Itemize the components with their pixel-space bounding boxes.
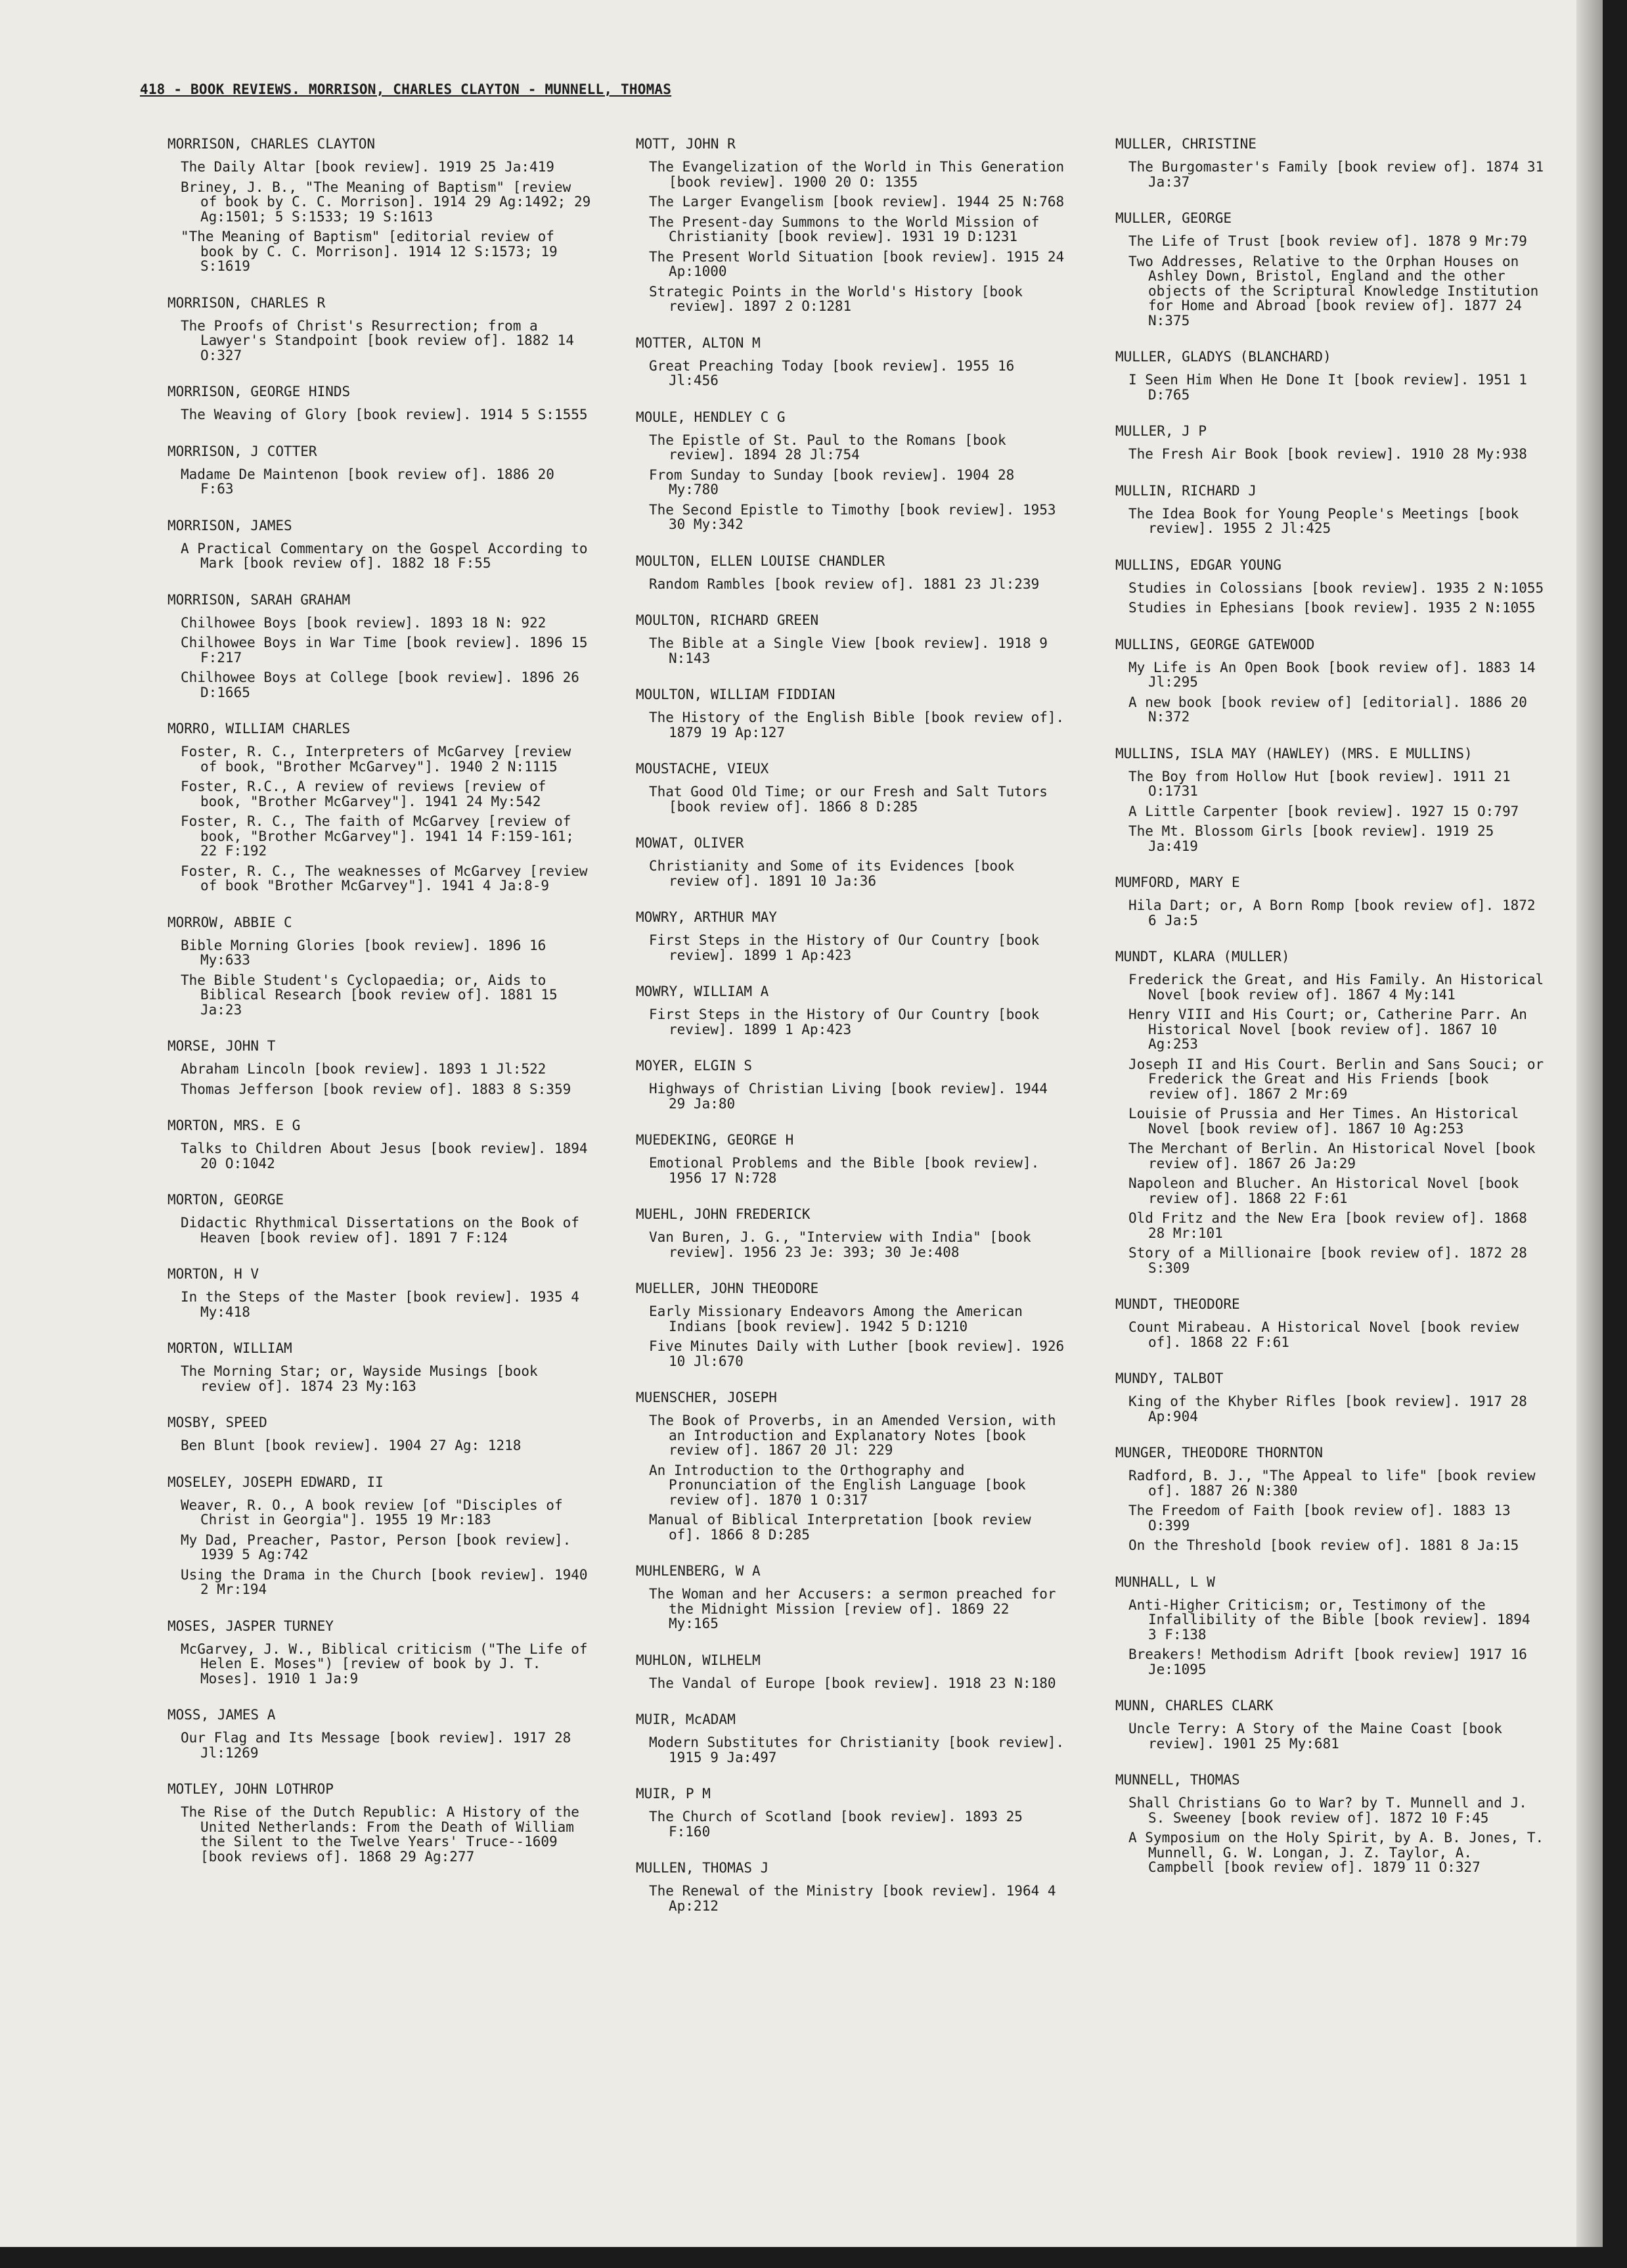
entry-heading: MUNGER, THEODORE THORNTON bbox=[1115, 1445, 1324, 1461]
citation: Great Preaching Today [book review]. 1955 16 Jl:456 bbox=[649, 357, 1015, 388]
citation: Story of a Millionaire [book review of]. 1872 28 S:309 bbox=[1128, 1245, 1527, 1276]
entry-heading: MOSES, JASPER TURNEY bbox=[167, 1618, 334, 1634]
entry-heading: MUEDEKING, GEORGE H bbox=[636, 1132, 794, 1148]
entry-heading: MORRISON, SARAH GRAHAM bbox=[167, 591, 351, 608]
entry-heading: MULLEN, THOMAS J bbox=[636, 1860, 769, 1876]
citation: Emotional Problems and the Bible [book review]. 1956 17 N:728 bbox=[649, 1155, 1040, 1186]
entry-heading: MORTON, MRS. E G bbox=[167, 1118, 301, 1133]
index-entry bbox=[1115, 482, 1546, 536]
index-entry bbox=[1115, 209, 1546, 328]
index-entry bbox=[636, 1131, 1066, 1185]
citation: Henry VIII and His Court; or, Catherine Parr. An Historical Novel [book review of]. 1867 10 Ag:253 bbox=[1128, 1007, 1527, 1052]
citation: The Fresh Air Book [book review]. 1910 28 My:938 bbox=[1128, 446, 1527, 462]
citation: Napoleon and Blucher. An Historical Novel [book review of]. 1868 22 F:61 bbox=[1128, 1175, 1519, 1206]
citation: The Morning Star; or, Wayside Musings [book review of]. 1874 23 My:163 bbox=[181, 1363, 538, 1394]
citation: Ben Blunt [book review]. 1904 27 Ag: 1218 bbox=[181, 1438, 522, 1453]
index-entry bbox=[167, 516, 594, 571]
index-entry bbox=[636, 1784, 1066, 1839]
index-entry bbox=[636, 1056, 1066, 1111]
citation: A Little Carpenter [book review]. 1927 15 O:797 bbox=[1128, 803, 1519, 819]
citation: Anti-Higher Criticism; or, Testimony of the Infallibility of the Bible [book review]. 1894 3 F:138 bbox=[1128, 1597, 1530, 1643]
citation: "The Meaning of Baptism" [editorial review of book by C. C. Morrison]. 1914 12 S:1573; 19 S:1619 bbox=[181, 229, 558, 274]
citation: The Renewal of the Ministry [book review]. 1964 4 Ap:212 bbox=[649, 1883, 1056, 1914]
citation: That Good Old Time; or our Fresh and Salt Tutors [book review of]. 1866 8 D:285 bbox=[649, 784, 1048, 815]
citation: The Present World Situation [book review]. 1915 24 Ap:1000 bbox=[649, 248, 1065, 279]
entry-heading: MOTT, JOHN R bbox=[636, 136, 736, 152]
entry-heading: MOYER, ELGIN S bbox=[636, 1058, 753, 1074]
index-entry bbox=[636, 611, 1066, 666]
entry-heading: MOSBY, SPEED bbox=[167, 1415, 267, 1430]
citation: The Epistle of St. Paul to the Romans [book review]. 1894 28 Jl:754 bbox=[649, 432, 1006, 463]
index-entry bbox=[1115, 635, 1546, 725]
index-entry bbox=[1115, 947, 1546, 1275]
citation: Using the Drama in the Church [book review]. 1940 2 Mr:194 bbox=[181, 1566, 588, 1597]
entry-heading: MUHLENBERG, W A bbox=[636, 1563, 761, 1579]
citation: Joseph II and His Court. Berlin and Sans Souci; or Frederick the Great and His Friends [book review of]. 1867 2 Mr:69 bbox=[1128, 1056, 1544, 1102]
citation: The Bible at a Single View [book review]. 1918 9 N:143 bbox=[649, 635, 1048, 666]
citation: The Evangelization of the World in This Generation [book review]. 1900 20 O: 1355 bbox=[649, 159, 1065, 190]
citation: Shall Christians Go to War? by T. Munnell and J. S. Sweeney [book review of]. 1872 10 F:45 bbox=[1128, 1795, 1527, 1826]
citation: The Freedom of Faith [book review of]. 1883 13 O:399 bbox=[1128, 1503, 1511, 1533]
citation: A new book [book review of] [editorial]. 1886 20 N:372 bbox=[1128, 694, 1527, 725]
index-entry bbox=[167, 591, 594, 700]
citation: The Book of Proverbs, in an Amended Version, with an Introduction and Explanatory Notes [book review of]. 1867 20 Jl: 229 bbox=[649, 1413, 1056, 1458]
citation: Random Rambles [book review of]. 1881 23 Jl:239 bbox=[649, 576, 1040, 592]
citation: The Weaving of Glory [book review]. 1914 5 S:1555 bbox=[181, 407, 588, 422]
index-entry bbox=[636, 1279, 1066, 1369]
citation: The Rise of the Dutch Republic: A History of the United Netherlands: From the Death of William the Silent to the Twelve Years' Truce--1609 [book reviews of]. 1868 29 Ag:277 bbox=[181, 1804, 579, 1865]
citation: Madame De Maintenon [book review of]. 1886 20 F:63 bbox=[181, 466, 554, 497]
citation: Highways of Christian Living [book review]. 1944 29 Ja:80 bbox=[649, 1081, 1048, 1112]
citation: The Daily Altar [book review]. 1919 25 Ja:419 bbox=[181, 159, 554, 175]
entry-heading: MORRO, WILLIAM CHARLES bbox=[167, 721, 351, 737]
entry-heading: MUHLON, WILHELM bbox=[636, 1652, 761, 1668]
entry-heading: MORRISON, CHARLES CLAYTON bbox=[167, 136, 376, 152]
index-entry bbox=[1115, 1443, 1546, 1553]
index-entry bbox=[167, 1780, 594, 1864]
index-entry bbox=[167, 1265, 594, 1319]
entry-heading: MUNDY, TALBOT bbox=[1115, 1371, 1224, 1386]
citation: Studies in Ephesians [book review]. 1935 2 N:1055 bbox=[1128, 600, 1536, 616]
citation: Early Missionary Endeavors Among the American Indians [book review]. 1942 5 D:1210 bbox=[649, 1304, 1023, 1334]
citation: Briney, J. B., "The Meaning of Baptism" [review of book by C. C. Morrison]. 1914 29 Ag:1492; 29 Ag:1501; 5 S:1533; 19 S:1613 bbox=[181, 179, 591, 225]
citation: A Symposium on the Holy Spirit, by A. B. Jones, T. Munnell, G. W. Longan, J. Z. Taylor, A. Campbell [book review of]. 1879 11 O:327 bbox=[1128, 1830, 1544, 1875]
entry-heading: MULLINS, ISLA MAY (HAWLEY) (MRS. E MULLINS) bbox=[1115, 745, 1473, 761]
index-entry bbox=[636, 908, 1066, 963]
index-entry bbox=[167, 1473, 594, 1597]
citation: Old Fritz and the New Era [book review of]. 1868 28 Mr:101 bbox=[1128, 1210, 1527, 1241]
citation: In the Steps of the Master [book review]. 1935 4 My:418 bbox=[181, 1289, 579, 1320]
entry-heading: MOULTON, WILLIAM FIDDIAN bbox=[636, 687, 836, 702]
citation: The Burgomaster's Family [book review of]. 1874 31 Ja:37 bbox=[1128, 159, 1544, 190]
entry-heading: MULLER, GLADYS (BLANCHARD) bbox=[1115, 349, 1331, 365]
citation: The Bible Student's Cyclopaedia; or, Aids to Biblical Research [book review of]. 1881 15 Ja:23 bbox=[181, 972, 558, 1018]
index-entry bbox=[1115, 348, 1546, 402]
index-entry bbox=[636, 135, 1066, 314]
citation: Louisie of Prussia and Her Times. An Historical Novel [book review of]. 1867 10 Ag:253 bbox=[1128, 1106, 1519, 1137]
column-3 bbox=[1115, 135, 1546, 1895]
citation: The Proofs of Christ's Resurrection; from a Lawyer's Standpoint [book review of]. 1882 14 O:327 bbox=[181, 317, 574, 363]
index-entry bbox=[167, 913, 594, 1018]
page-edge bbox=[1576, 0, 1603, 2247]
citation: Our Flag and Its Message [book review]. 1917 28 Jl:1269 bbox=[181, 1730, 571, 1761]
index-entry bbox=[636, 982, 1066, 1037]
citation: I Seen Him When He Done It [book review]. 1951 1 D:765 bbox=[1128, 372, 1527, 403]
citation: An Introduction to the Orthography and Pronunciation of the English Language [book review of]. 1870 1 O:317 bbox=[649, 1462, 1026, 1508]
index-entry bbox=[167, 1413, 594, 1453]
citation: Abraham Lincoln [book review]. 1893 1 Jl:522 bbox=[181, 1061, 546, 1077]
entry-heading: MOSELEY, JOSEPH EDWARD, II bbox=[167, 1474, 384, 1490]
citation: From Sunday to Sunday [book review]. 1904 28 My:780 bbox=[649, 466, 1015, 497]
index-entry bbox=[1115, 556, 1546, 616]
index-entry bbox=[1115, 1295, 1546, 1349]
index-entry bbox=[1115, 873, 1546, 928]
citation: Chilhowee Boys in War Time [book review]. 1896 15 F:217 bbox=[181, 635, 588, 666]
citation: The Idea Book for Young People's Meetings [book review]. 1955 2 Jl:425 bbox=[1128, 505, 1519, 536]
citation: The Merchant of Berlin. An Historical Novel [book review of]. 1867 26 Ja:29 bbox=[1128, 1141, 1536, 1171]
index-entry bbox=[1115, 1696, 1546, 1751]
citation: Count Mirabeau. A Historical Novel [book review of]. 1868 22 F:61 bbox=[1128, 1319, 1519, 1350]
citation: Van Buren, J. G., "Interview with India" [book review]. 1956 23 Je: 393; 30 Je:408 bbox=[649, 1229, 1031, 1260]
citation: Christianity and Some of its Evidences [book review of]. 1891 10 Ja:36 bbox=[649, 858, 1015, 889]
index-entry bbox=[636, 552, 1066, 592]
citation: Studies in Colossians [book review]. 1935 2 N:1055 bbox=[1128, 579, 1544, 596]
entry-heading: MUEHL, JOHN FREDERICK bbox=[636, 1206, 811, 1222]
entry-heading: MULLINS, EDGAR YOUNG bbox=[1115, 556, 1282, 573]
citation: Frederick the Great, and His Family. An Historical Novel [book review of]. 1867 4 My:141 bbox=[1128, 972, 1544, 1003]
entry-heading: MOULE, HENDLEY C G bbox=[636, 409, 786, 425]
citation: Foster, R. C., Interpreters of McGarvey [review of book, "Brother McGarvey"]. 1940 2 N:1115 bbox=[181, 744, 571, 775]
entry-heading: MORRISON, CHARLES R bbox=[167, 294, 326, 311]
index-entry bbox=[1115, 1771, 1546, 1875]
index-entry bbox=[167, 1116, 594, 1171]
entry-heading: MOUSTACHE, VIEUX bbox=[636, 761, 769, 777]
entry-heading: MORTON, WILLIAM bbox=[167, 1340, 292, 1356]
index-entry bbox=[636, 1205, 1066, 1259]
citation: Thomas Jefferson [book review of]. 1883 8 S:359 bbox=[181, 1081, 571, 1097]
index-entry bbox=[167, 1037, 594, 1097]
citation: Foster, R.C., A review of reviews [review of book, "Brother McGarvey"]. 1941 24 My:542 bbox=[181, 779, 546, 809]
index-entry bbox=[167, 1339, 594, 1394]
citation: Modern Substitutes for Christianity [book review]. 1915 9 Ja:497 bbox=[649, 1735, 1065, 1765]
index-entry bbox=[167, 442, 594, 497]
index-entry bbox=[1115, 1573, 1546, 1677]
entry-heading: MOWRY, WILLIAM A bbox=[636, 984, 769, 999]
citation: First Steps in the History of Our Country [book review]. 1899 1 Ap:423 bbox=[649, 1007, 1040, 1037]
index-entry bbox=[636, 1388, 1066, 1542]
citation: The Present-day Summons to the World Mission of Christianity [book review]. 1931 19 D:1231 bbox=[649, 214, 1040, 244]
running-head: 418 - BOOK REVIEWS. MORRISON, CHARLES CLAYTON - MUNNELL, THOMAS bbox=[140, 81, 672, 97]
index-entry bbox=[636, 334, 1066, 388]
entry-heading: MUENSCHER, JOSEPH bbox=[636, 1390, 777, 1405]
entry-heading: MUNN, CHARLES CLARK bbox=[1115, 1698, 1274, 1713]
entry-heading: MOTLEY, JOHN LOTHROP bbox=[167, 1781, 334, 1797]
citation: Didactic Rhythmical Dissertations on the Book of Heaven [book review of]. 1891 7 F:124 bbox=[181, 1215, 579, 1246]
index-entry bbox=[167, 1706, 594, 1760]
entry-heading: MULLINS, GEORGE GATEWOOD bbox=[1115, 636, 1315, 652]
citation: The History of the English Bible [book review of]. 1879 19 Ap:127 bbox=[649, 710, 1065, 740]
citation: First Steps in the History of Our Country [book review]. 1899 1 Ap:423 bbox=[649, 932, 1040, 963]
citation: The Larger Evangelism [book review]. 1944 25 N:768 bbox=[649, 194, 1065, 210]
column-2 bbox=[636, 135, 1066, 1933]
entry-heading: MUIR, McADAM bbox=[636, 1712, 736, 1727]
citation: Foster, R. C., The faith of McGarvey [review of book, "Brother McGarvey"]. 1941 14 F:159-161; 22 F:192 bbox=[181, 813, 574, 859]
citation: King of the Khyber Rifles [book review]. 1917 28 Ap:904 bbox=[1128, 1394, 1527, 1424]
citation: The Woman and her Accusers: a sermon preached for the Midnight Mission [review of]. 1869 22 My:165 bbox=[649, 1586, 1056, 1631]
index-entry bbox=[1115, 744, 1546, 854]
index-entry bbox=[167, 719, 594, 894]
citation: Uncle Terry: A Story of the Maine Coast [book review]. 1901 25 My:681 bbox=[1128, 1721, 1502, 1752]
index-entry bbox=[636, 685, 1066, 740]
index-entry bbox=[167, 135, 594, 274]
entry-heading: MUNHALL, L W bbox=[1115, 1574, 1215, 1590]
index-entry bbox=[636, 1651, 1066, 1691]
entry-heading: MORRISON, GEORGE HINDS bbox=[167, 384, 351, 399]
index-entry bbox=[1115, 422, 1546, 462]
index-entry bbox=[636, 1562, 1066, 1631]
citation: McGarvey, J. W., Biblical criticism ("The Life of Helen E. Moses") [review of book by J. T. Moses]. 1910 1 Ja:9 bbox=[181, 1641, 588, 1687]
entry-heading: MUELLER, JOHN THEODORE bbox=[636, 1281, 819, 1296]
entry-heading: MUIR, P M bbox=[636, 1786, 711, 1802]
index-entry bbox=[636, 408, 1066, 532]
citation: Bible Morning Glories [book review]. 1896 16 My:633 bbox=[181, 937, 546, 968]
citation: The Life of Trust [book review of]. 1878 9 Mr:79 bbox=[1128, 233, 1527, 249]
entry-heading: MORTON, H V bbox=[167, 1266, 259, 1282]
citation: Chilhowee Boys at College [book review]. 1896 26 D:1665 bbox=[181, 669, 579, 700]
entry-heading: MULLER, GEORGE bbox=[1115, 210, 1232, 226]
index-entry bbox=[167, 382, 594, 422]
citation: My Life is An Open Book [book review of]. 1883 14 Jl:295 bbox=[1128, 659, 1536, 690]
citation: The Church of Scotland [book review]. 1893 25 F:160 bbox=[649, 1809, 1023, 1840]
index-entry bbox=[636, 834, 1066, 888]
citation: A Practical Commentary on the Gospel According to Mark [book review of]. 1882 18 F:55 bbox=[181, 540, 588, 571]
citation: Radford, B. J., "The Appeal to life" [book review of]. 1887 26 N:380 bbox=[1128, 1468, 1536, 1499]
entry-heading: MOULTON, ELLEN LOUISE CHANDLER bbox=[636, 553, 885, 569]
entry-heading: MULLIN, RICHARD J bbox=[1115, 482, 1257, 499]
index-entry bbox=[636, 1710, 1066, 1765]
entry-heading: MOTTER, ALTON M bbox=[636, 334, 761, 351]
index-entry bbox=[167, 1617, 594, 1687]
index-entry bbox=[167, 1191, 594, 1245]
citation: Foster, R. C., The weaknesses of McGarvey [review of book "Brother McGarvey"]. 1941 4 Ja:8-9 bbox=[181, 863, 588, 894]
entry-heading: MORSE, JOHN T bbox=[167, 1038, 276, 1054]
entry-heading: MOSS, JAMES A bbox=[167, 1707, 276, 1723]
entry-heading: MUNDT, THEODORE bbox=[1115, 1296, 1240, 1312]
entry-heading: MORROW, ABBIE C bbox=[167, 914, 292, 930]
index-entry bbox=[1115, 135, 1546, 189]
citation: Two Addresses, Relative to the Orphan Houses on Ashley Down, Bristol, England and the other objects of the Scriptural Knowledge Institution for Home and Abroad [book review of]. 1877 24 N:375 bbox=[1128, 253, 1539, 329]
citation: Talks to Children About Jesus [book review]. 1894 20 O:1042 bbox=[181, 1141, 588, 1171]
citation: On the Threshold [book review of]. 1881 8 Ja:15 bbox=[1128, 1537, 1519, 1553]
entry-heading: MOWAT, OLIVER bbox=[636, 835, 744, 851]
citation: The Second Epistle to Timothy [book review]. 1953 30 My:342 bbox=[649, 501, 1056, 532]
entry-heading: MUMFORD, MARY E bbox=[1115, 874, 1240, 890]
citation: Weaver, R. O., A book review [of "Disciples of Christ in Georgia"]. 1955 19 Mr:183 bbox=[181, 1497, 563, 1528]
citation: My Dad, Preacher, Pastor, Person [book review]. 1939 5 Ag:742 bbox=[181, 1531, 571, 1562]
citation: The Mt. Blossom Girls [book review]. 1919 25 Ja:419 bbox=[1128, 823, 1494, 854]
citation: The Boy from Hollow Hut [book review]. 1911 21 O:1731 bbox=[1128, 768, 1511, 799]
entry-heading: MORTON, GEORGE bbox=[167, 1192, 284, 1208]
citation: Five Minutes Daily with Luther [book review]. 1926 10 Jl:670 bbox=[649, 1338, 1065, 1369]
citation: The Vandal of Europe [book review]. 1918 23 N:180 bbox=[649, 1675, 1056, 1691]
entry-heading: MORRISON, J COTTER bbox=[167, 443, 317, 459]
citation: Strategic Points in the World's History [book review]. 1897 2 O:1281 bbox=[649, 283, 1023, 314]
entry-heading: MULLER, CHRISTINE bbox=[1115, 136, 1257, 152]
citation: Manual of Biblical Interpretation [book review of]. 1866 8 D:285 bbox=[649, 1512, 1031, 1543]
index-entry bbox=[636, 1859, 1066, 1913]
column-1 bbox=[167, 135, 594, 1884]
index-entry bbox=[636, 760, 1066, 814]
entry-heading: MOULTON, RICHARD GREEN bbox=[636, 612, 819, 628]
entry-heading: MORRISON, JAMES bbox=[167, 517, 292, 533]
entry-heading: MOWRY, ARTHUR MAY bbox=[636, 909, 777, 925]
citation: Hila Dart; or, A Born Romp [book review of]. 1872 6 Ja:5 bbox=[1128, 897, 1536, 928]
index-entry bbox=[167, 294, 594, 363]
entry-heading: MULLER, J P bbox=[1115, 423, 1207, 439]
entry-heading: MUNNELL, THOMAS bbox=[1115, 1772, 1240, 1788]
citation: Breakers! Methodism Adrift [book review] 1917 16 Je:1095 bbox=[1128, 1646, 1527, 1677]
entry-heading: MUNDT, KLARA (MULLER) bbox=[1115, 949, 1290, 964]
index-entry bbox=[1115, 1369, 1546, 1424]
citation: Chilhowee Boys [book review]. 1893 18 N: 922 bbox=[181, 614, 546, 631]
